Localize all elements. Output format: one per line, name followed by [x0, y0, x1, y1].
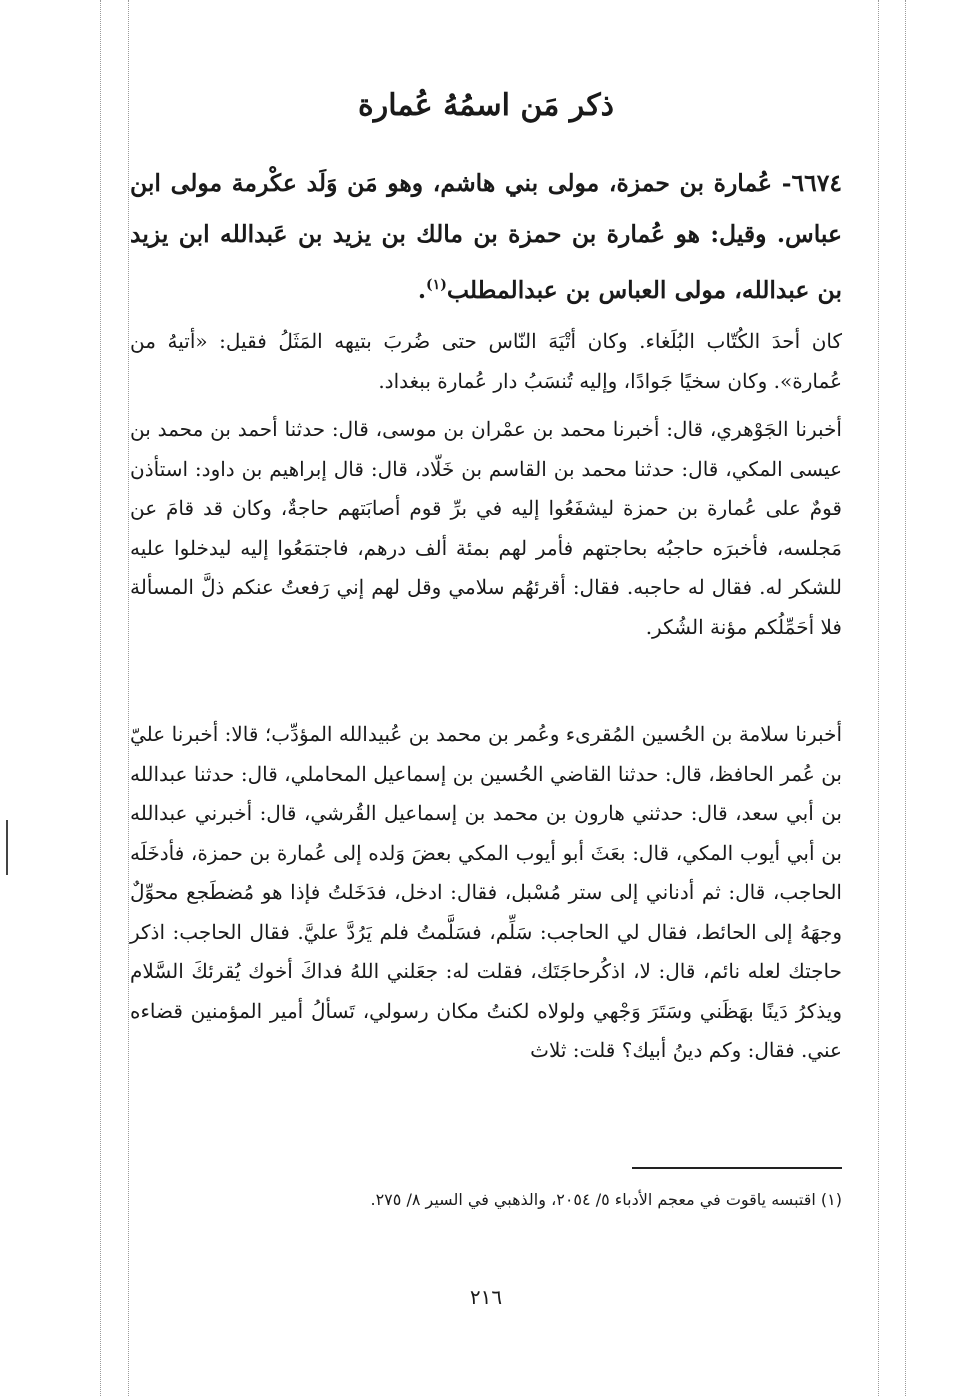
page-number: ٢١٦ [469, 1285, 503, 1309]
footnote-reference: (١) [426, 277, 447, 293]
book-page [130, 60, 842, 1360]
footnote: (١) اقتبسه ياقوت في معجم الأدباء ٥/ ٢٠٥٤، والذهبي في السير ٨/ ٢٧٥. [370, 1190, 842, 1209]
binding-dots-right-inner [878, 0, 879, 1396]
footnote-separator [632, 1167, 842, 1169]
binding-dots-left [100, 0, 101, 1396]
binding-dots-left-inner [128, 0, 129, 1396]
paragraph-narration-1: أخبرنا الجَوْهري، قال: أخبرنا محمد بن عمْران بن موسى، قال: حدثنا أحمد بن محمد بن عيسى المكي، قال: حدثنا محمد بن القاسم بن خَلّاد، قال: قال إبراهيم بن داود: استأذن قومٌ على عُمارة بن حمزة ليشفَعُوا إليه في برِّ قوم أصابَتهم حاجةٌ، وكان قد قامَ عن مَجلسه، فأخبرَه حاجبُه بحاجتهم فأمر لهم بمئة ألف درهم، فاجتمَعُوا إليه ليدخلوا عليه للشكر له. فقال له حاجبه. فقال: أقرئهُم سلامي وقل لهم إني رَفعتُ عنكم ذلَّ المسألة فلا أحَمِّلُكم مؤنة الشُكر. [130, 417, 842, 639]
entry-text: ٦٦٧٤- عُمارة بن حمزة، مولى بني هاشم، وهو مَن وَلَد عكْرمة مولى ابن عباس. وقيل: هو عُمارة بن حمزة بن مالك بن يزيد بن عَبدالله ابن يزيد بن عبدالله، مولى العباس بن عبدالمطلب [130, 169, 842, 304]
entry-end: . [417, 275, 427, 304]
paragraph-narration-2: أخبرنا سلامة بن الحُسين المُقرىء وعُمر بن محمد بن عُبيدالله المؤدِّب؛ قالا: أخبرنا عليّ بن عُمر الحافظ، قال: حدثنا القاضي الحُسين بن إسماعيل المحاملي، قال: حدثنا عبدالله بن أبي سعد، قال: حدثني هارون بن محمد بن إسماعيل القُرشي، قال: أخبرني عبدالله بن أبي أيوب المكي، قال: بعَثَ أبو أيوب المكي بعضَ وَلده إلى عُمارة بن حمزة، فأدخَلَه الحاجب، قال: ثم أدناني إلى ستر مُسْبل، فقال: ادخل، فدَخَلتُ فإذا هو مُضطَجع محوِّلٌ وجهَهُ إلى الحائط، فقال لي الحاجب: سَلِّم، فسَلَّمتُ فلم يَرُدَّ عليَّ. فقال الحاجب: اذكر حاجتك لعله نائم، قال: لا، اذكُرحاجَتَك، فقلت له: جعَلني اللهُ فداكَ أخوك يُقرئكَ السَّلام ويذكرُ دَينًا بهَظَني وسَتَرَ وَجْهي ولولاه لكنتُ مكان رسولي، تَسألُ أمير المؤمنين قضاءه عني. فقال: وكم دينُ أبيك؟ قلت: ثلاث [130, 722, 842, 1062]
scan-edge-mark [6, 820, 8, 875]
binding-dots-right [905, 0, 906, 1396]
section-title: ذكر مَن اسمُهُ عُمارة [358, 88, 614, 123]
paragraph-description: كان أحدَ الكُتّاب البُلَغاء. وكان أتْيَهَ النّاس حتى ضُربَ بتيهه المَثَلُ فقيل: «أتيهُ من عُمارة». وكان سخيًا جَوادًا، وإليه تُنسَبُ دار عُمارة ببغداد. [130, 329, 842, 393]
biography-entry [130, 158, 842, 316]
